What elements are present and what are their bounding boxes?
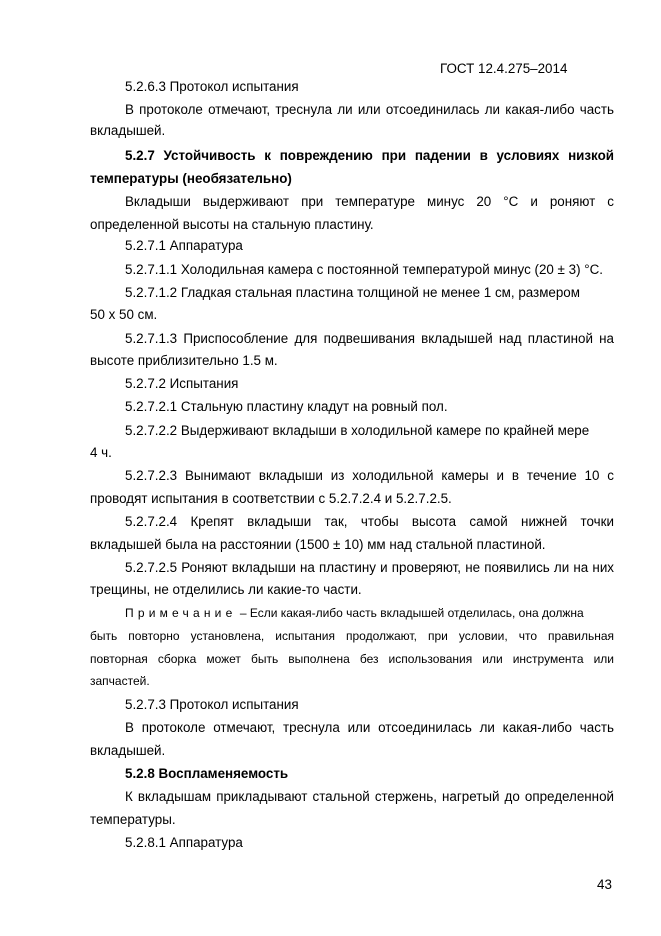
page-number: 43 bbox=[597, 877, 612, 892]
section-heading: 5.2.8 Воспламеняемость bbox=[125, 766, 289, 781]
paragraph-line: температуры. bbox=[90, 812, 176, 827]
subsection-heading: 5.2.7.2 Испытания bbox=[125, 376, 239, 391]
note-line: повторная сборка может быть выполнена без использования или инструмента или bbox=[90, 652, 614, 666]
paragraph-line: высоте приблизительно 1.5 м. bbox=[90, 353, 278, 368]
paragraph-line: 5.2.7.1.1 Холодильная камера с постоянной температурой минус (20 ± 3) °С. bbox=[125, 262, 603, 277]
note-label: Примечание bbox=[125, 606, 237, 620]
paragraph-line: 5.2.7.1.3 Приспособление для подвешивания вкладышей над пластиной на bbox=[125, 331, 614, 346]
paragraph-line: трещины, не отделились ли какие-то части. bbox=[90, 582, 362, 597]
note-text: – Если какая-либо часть вкладышей отделилась, она должна bbox=[239, 606, 584, 620]
subsection-heading: 5.2.7.1 Аппаратура bbox=[125, 238, 243, 253]
paragraph-line: 5.2.7.2.3 Вынимают вкладыши из холодильной камеры и в течение 10 с bbox=[125, 468, 614, 483]
paragraph-line: 5.2.7.2.5 Роняют вкладыши на пластину и проверяют, не появились ли на них bbox=[125, 560, 614, 575]
paragraph-line: Вкладыши выдерживают при температуре минус 20 °С и роняют с bbox=[125, 194, 614, 209]
paragraph-line: вкладышей была на расстоянии (1500 ± 10) мм над стальной пластиной. bbox=[90, 537, 546, 552]
note-first-line bbox=[125, 604, 614, 622]
subsection-heading: 5.2.7.3 Протокол испытания bbox=[125, 697, 299, 712]
paragraph-line: вкладышей. bbox=[90, 743, 166, 758]
paragraph-line: определенной высоты на стальную пластину. bbox=[90, 217, 374, 232]
paragraph-line: К вкладышам прикладывают стальной стержень, нагретый до определенной bbox=[125, 789, 614, 804]
paragraph-line: 4 ч. bbox=[90, 445, 112, 460]
paragraph-line: 5.2.7.1.2 Гладкая стальная пластина толщиной не менее 1 см, размером bbox=[125, 285, 580, 300]
paragraph-line: 5.2.7.2.4 Крепят вкладыши так, чтобы высота самой нижней точки bbox=[125, 514, 614, 529]
section-heading: температуры (необязательно) bbox=[90, 171, 292, 186]
paragraph-line: В протоколе отмечают, треснула или отсоединилась ли какая-либо часть bbox=[125, 720, 614, 735]
note-line: запчастей. bbox=[90, 674, 150, 688]
subsection-heading: 5.2.6.3 Протокол испытания bbox=[125, 79, 299, 94]
paragraph-line: В протоколе отмечают, треснула ли или отсоединилась ли какая-либо часть bbox=[125, 102, 614, 117]
section-heading: 5.2.7 Устойчивость к повреждению при падении в условиях низкой bbox=[125, 148, 614, 163]
paragraph-line: вкладышей. bbox=[90, 123, 166, 138]
paragraph-line: 5.2.7.2.2 Выдерживают вкладыши в холодильной камере по крайней мере bbox=[125, 423, 590, 438]
paragraph-line: проводят испытания в соответствии с 5.2.7.2.4 и 5.2.7.2.5. bbox=[90, 491, 452, 506]
subsection-heading: 5.2.8.1 Аппаратура bbox=[125, 835, 243, 850]
note-line: быть повторно установлена, испытания продолжают, при условии, что правильная bbox=[90, 629, 614, 643]
document-header: ГОСТ 12.4.275–2014 bbox=[440, 61, 568, 76]
paragraph-line: 5.2.7.2.1 Стальную пластину кладут на ровный пол. bbox=[125, 399, 448, 414]
paragraph-line: 50 х 50 см. bbox=[90, 307, 158, 322]
